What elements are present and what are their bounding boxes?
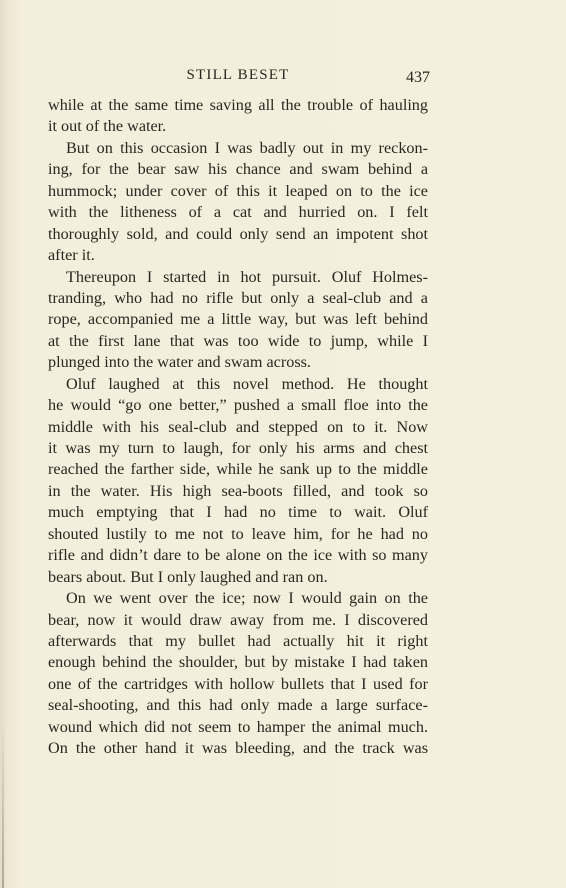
text-line: hummock; under cover of this it leaped on to the ice xyxy=(48,181,428,200)
text-line: Thereupon I started in hot pursuit. Oluf Holmes- xyxy=(66,267,428,286)
text-line: But on this occasion I was badly out in my reckon- xyxy=(66,138,428,157)
text-line: in the water. His high sea-boots filled, and took so xyxy=(48,481,428,500)
text-line: afterwards that my bullet had actually hit it right xyxy=(48,631,428,650)
text-line: reached the farther side, while he sank up to the middle xyxy=(48,460,428,479)
text-line: rope, accompanied me a little way, but was left behind xyxy=(48,310,428,329)
text-line: ing, for the bear saw his chance and swam behind a xyxy=(48,160,428,179)
text-line: plunged into the water and swam across. xyxy=(48,353,311,372)
body-text xyxy=(48,95,428,760)
text-line: On the other hand it was bleeding, and the track was xyxy=(48,739,428,758)
page-number: 437 xyxy=(406,69,430,86)
text-line: tranding, who had no rifle but only a seal-club and a xyxy=(48,288,428,307)
running-header xyxy=(48,66,428,88)
text-line: middle with his seal-club and stepped on to it. Now xyxy=(48,417,428,436)
page-gutter-edge xyxy=(2,720,4,888)
text-line: he would “go one better,” pushed a small floe into the xyxy=(48,396,428,415)
running-title: STILL BESET xyxy=(186,67,290,83)
text-line: shouted lustily to me not to leave him, for he had no xyxy=(48,524,428,543)
text-line: Oluf laughed at this novel method. He thought xyxy=(66,374,428,393)
text-line: bear, now it would draw away from me. I discovered xyxy=(48,610,428,629)
text-line: it was my turn to laugh, for only his arms and chest xyxy=(48,439,428,457)
text-line: it out of the water. xyxy=(48,117,167,136)
text-line: rifle and didn’t dare to be alone on the ice with so many xyxy=(48,546,428,565)
text-line: On we went over the ice; now I would gain on the xyxy=(66,589,428,608)
text-line: bears about. But I only laughed and ran on. xyxy=(48,567,328,586)
text-line: while at the same time saving all the trouble of hauling xyxy=(48,96,428,114)
text-line: seal-shooting, and this had only made a large surface- xyxy=(48,696,428,715)
text-line: enough behind the shoulder, but by mistake I had taken xyxy=(48,653,428,672)
text-line: at the first lane that was too wide to jump, while I xyxy=(48,331,428,350)
text-line: with the litheness of a cat and hurried on. I felt xyxy=(48,203,428,222)
text-line: thoroughly sold, and could only send an impotent shot xyxy=(48,224,428,243)
text-line: after it. xyxy=(48,246,95,265)
text-line: wound which did not seem to hamper the animal much. xyxy=(48,717,428,736)
text-line: one of the cartridges with hollow bullets that I used for xyxy=(48,674,428,693)
text-line: much emptying that I had no time to wait. Oluf xyxy=(48,503,428,522)
